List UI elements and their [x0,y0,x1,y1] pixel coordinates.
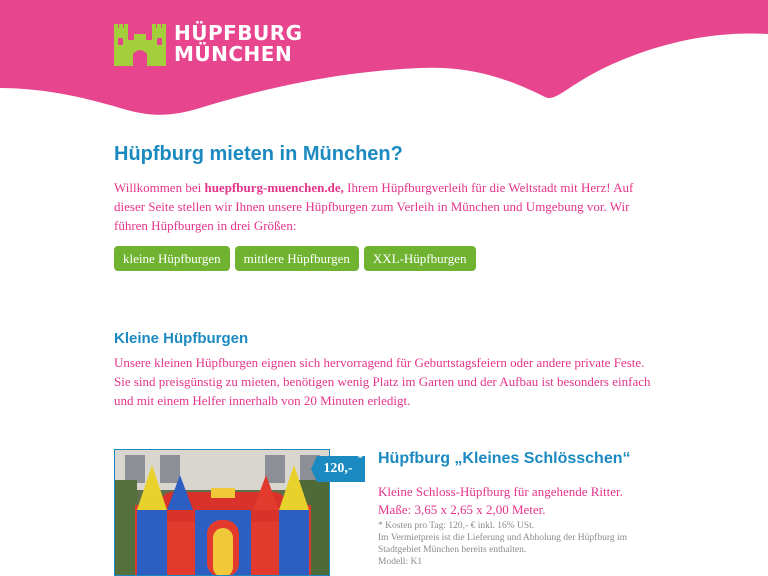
size-buttons [114,246,476,271]
site-header [0,0,768,130]
intro-text-start: Willkommen bei [114,180,205,195]
small-castles-button[interactable]: kleine Hüpfburgen [114,246,230,271]
price-note: * Kosten pro Tag: 120,- € inkl. 16% USt. [378,521,535,531]
product-description [378,483,623,519]
intro-domain: huepfburg-muenchen.de, [204,180,344,195]
intro-text-end: Ihrem Hüpfburgverleih für die Weltstadt mit Herz! Auf dieser Seite stellen wir Ihnen unsere Hüpfburgen zum Verleih in München und Umgebung vor. Wir führen Hüpfburgen in drei Größen: [114,180,634,233]
delivery-note-line-1: Im Vermietpreis ist die Lieferung und Abholung der Hüpfburg im [378,533,627,543]
product-notes [378,520,648,568]
model-number: Modell: K1 [378,557,423,567]
logo-line-2: MÜNCHEN [174,42,293,66]
castle-logo-icon [114,22,166,66]
section-heading-small: Kleine Hüpfburgen [114,330,249,347]
logo-line-1: HÜPFBURG [174,21,303,45]
price-asterisk: * [357,452,363,464]
bouncy-castle-photo-icon [115,450,330,576]
medium-castles-button[interactable]: mittlere Hüpfburgen [235,246,359,271]
logo-text [174,23,303,65]
product-dimensions: Maße: 3,65 x 2,65 x 2,00 Meter. [378,502,546,517]
price-value: 120,- [323,461,353,476]
delivery-note-line-2: Stadtgebiet München bereits enthalten. [378,545,527,555]
site-logo[interactable] [114,22,303,66]
product-image[interactable] [114,449,330,576]
product-title[interactable]: Hüpfburg „Kleines Schlösschen“ [378,450,631,467]
section-text-small: Unsere kleinen Hüpfburgen eignen sich hervorragend für Geburtstagsfeiern oder andere private Feste. Sie sind preisgünstig zu mieten, benötigen wenig Platz im Garten und der Aufbau ist besonders einfach und mit einem Helfer innerhalb von 20 Minuten erledigt. [114,355,651,408]
product-desc-line-1: Kleine Schloss-Hüpfburg für angehende Ritter. [378,484,623,499]
xxl-castles-button[interactable]: XXL-Hüpfburgen [364,246,476,271]
intro-paragraph [114,178,654,235]
price-badge [311,452,365,482]
page-title: Hüpfburg mieten in München? [114,143,403,165]
